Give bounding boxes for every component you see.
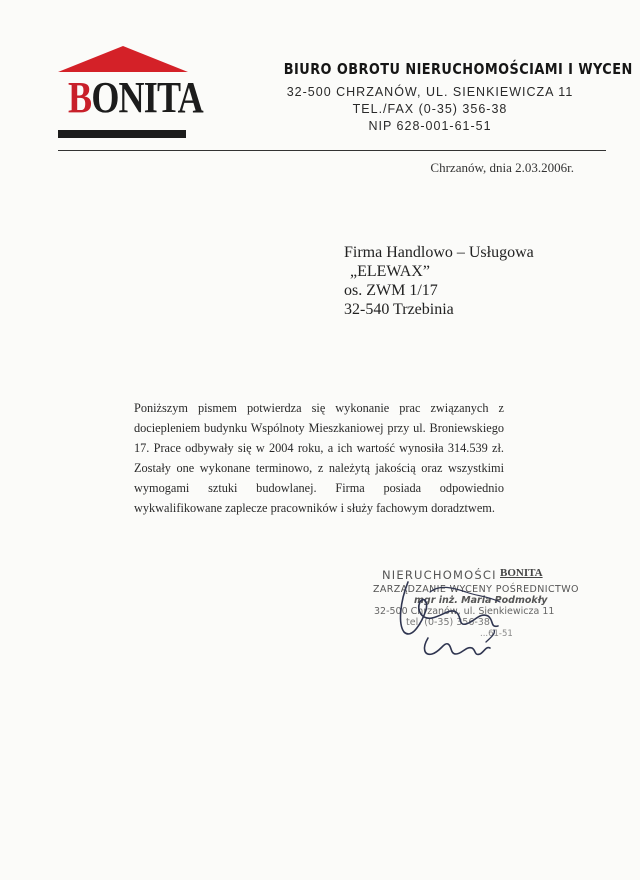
letter-body	[134, 398, 504, 518]
header-divider	[58, 150, 606, 151]
stamp-line-3: mgr inż. Maria Podmokły	[414, 595, 548, 606]
stamp-line-1: NIERUCHOMOŚCI	[382, 568, 497, 582]
recipient-line-3: os. ZWM 1/17	[344, 282, 438, 299]
company-stamp	[370, 562, 579, 672]
stamp-line-6: ...61-51	[480, 629, 513, 639]
recipient-address	[344, 243, 534, 319]
stamp-line-2: ZARZĄDZANIE WYCENY POŚREDNICTWO	[373, 584, 579, 595]
company-header	[260, 60, 633, 135]
body-paragraph: Poniższym pismem potwierdza się wykonanie prac związanych z dociepleniem budynku Wspólnoty Mieszkaniowej przy ul. Broniewskiego 17. Prace odbywały się w 2004 roku, a ich wartość wynosiła 314.539 zł. Zostały one wykonane terminowo, z należytą jakością oraz wszystkimi wymogami sztuki budowlanej. Firma posiada odpowiednio wykwalifikowane zaplecze pracowników i służy fachowym doradztwem.	[134, 401, 504, 515]
letter-date: Chrzanów, dnia 2.03.2006r.	[430, 160, 574, 175]
company-title: BIURO OBROTU NIERUCHOMOŚCIAMI I WYCEN	[283, 60, 633, 78]
logo-roof-icon	[58, 46, 188, 72]
logo-wordmark	[68, 73, 203, 122]
logo-underline-bar	[58, 130, 186, 138]
logo-rest-letters: ONITA	[91, 73, 203, 122]
company-address: 32-500 CHRZANÓW, UL. SIENKIEWICZA 11	[286, 85, 574, 99]
logo-first-letter: B	[68, 73, 92, 122]
company-nip: NIP 628-001-61-51	[368, 119, 492, 133]
recipient-line-2: „ELEWAX”	[350, 263, 430, 280]
recipient-line-1: Firma Handlowo – Usługowa	[344, 244, 534, 261]
company-phone: TEL./FAX (0-35) 356-38	[352, 102, 508, 116]
stamp-line-4: 32-500 Chrzanów, ul. Sienkiewicza 11	[374, 606, 555, 617]
company-logo	[56, 46, 203, 142]
handwritten-signature-icon	[370, 562, 570, 672]
recipient-line-4: 32-540 Trzebinia	[344, 301, 454, 318]
stamp-brand: BONITA	[500, 567, 543, 579]
stamp-line-5: tel. (0-35) 356-38	[406, 617, 490, 628]
